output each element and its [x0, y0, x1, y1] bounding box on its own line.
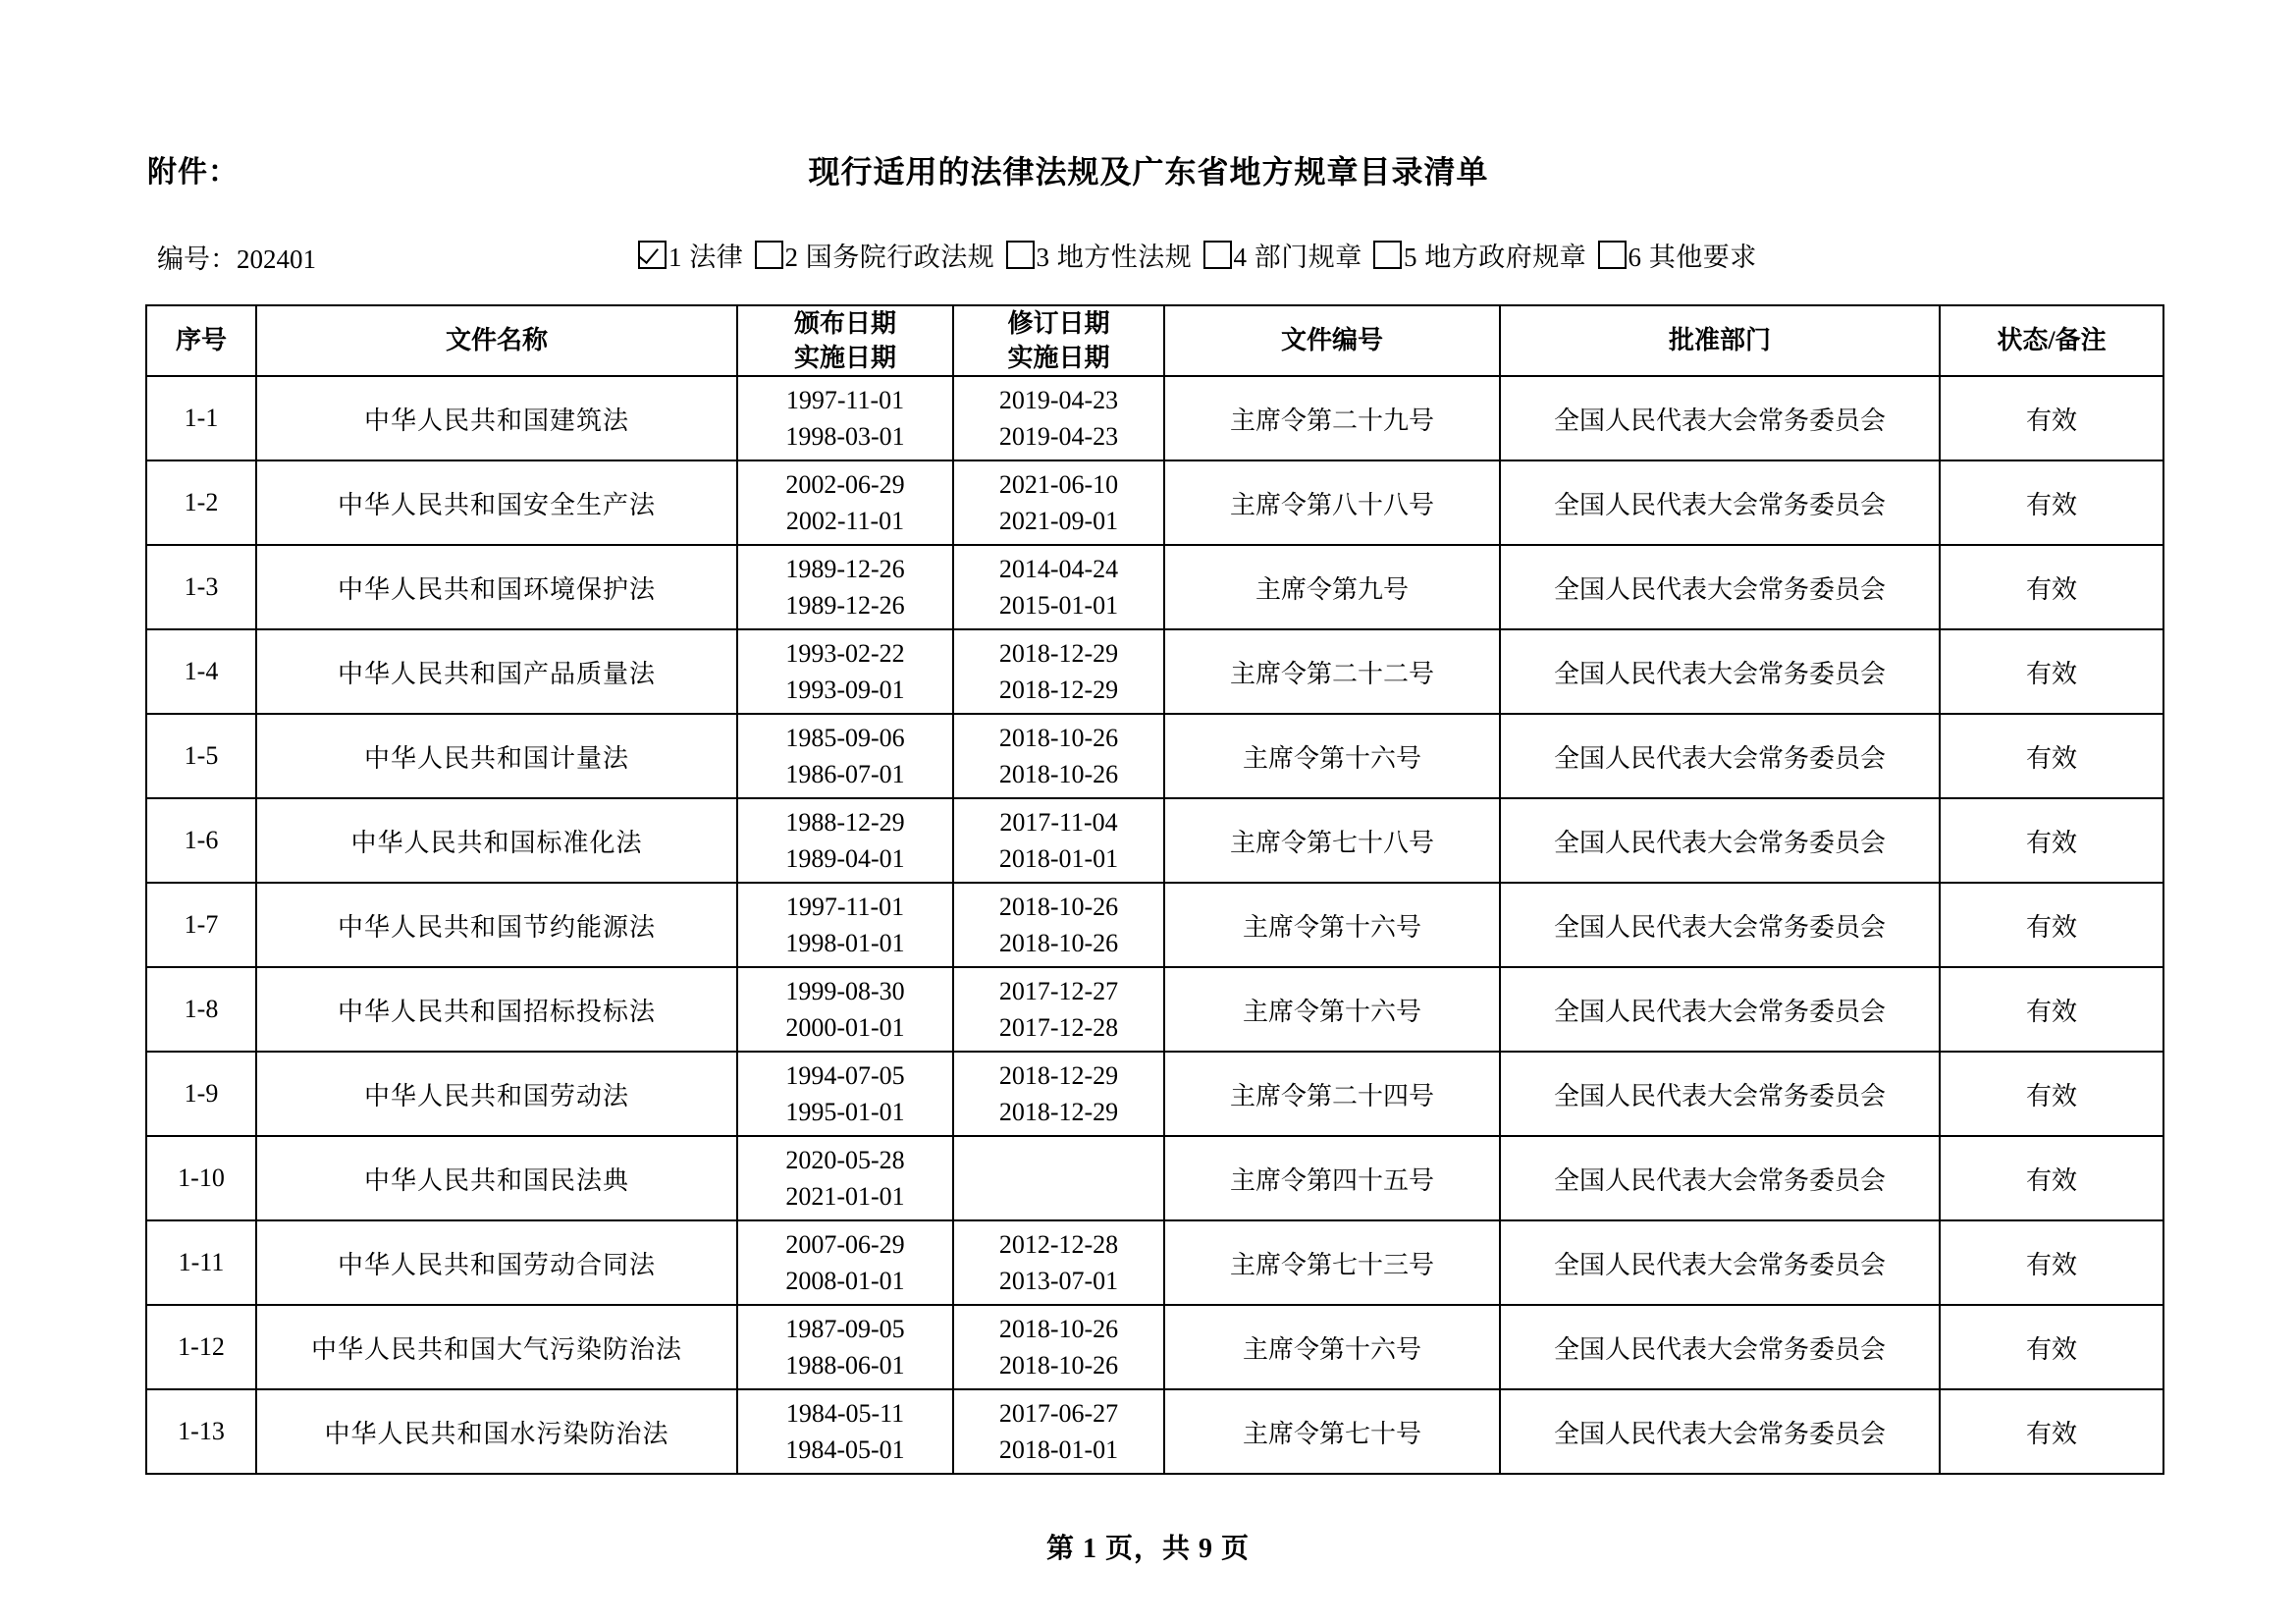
publish-date: 1989-12-26 — [785, 554, 905, 583]
publish-date: 1984-05-11 — [785, 1398, 905, 1428]
revise-date: 2012-12-28 — [998, 1229, 1119, 1259]
effective-date: 1989-12-26 — [785, 591, 905, 621]
table-header-row — [146, 305, 2163, 376]
publish-date: 2020-05-28 — [785, 1145, 905, 1174]
effective-date: 1993-09-01 — [785, 676, 905, 705]
cell-revise-dates — [953, 1389, 1164, 1474]
column-header-seq: 序号 — [146, 305, 256, 376]
column-header-revise-line2: 实施日期 — [1007, 344, 1110, 373]
revise-effective-date: 2015-01-01 — [998, 591, 1119, 621]
effective-date: 1995-01-01 — [785, 1098, 905, 1127]
cell-publish-dates — [737, 1220, 953, 1305]
cell-status: 有效 — [1940, 545, 2163, 629]
cell-status: 有效 — [1940, 883, 2163, 967]
cell-revise-dates — [953, 967, 1164, 1052]
column-header-dept: 批准部门 — [1500, 305, 1940, 376]
cell-document-number: 主席令第十六号 — [1164, 714, 1500, 798]
cell-document-name: 中华人民共和国招标投标法 — [256, 967, 737, 1052]
cell-status: 有效 — [1940, 714, 2163, 798]
revise-date: 2014-04-24 — [998, 554, 1119, 583]
cell-status: 有效 — [1940, 1305, 2163, 1389]
column-header-revise — [953, 305, 1164, 376]
cell-document-number: 主席令第七十号 — [1164, 1389, 1500, 1474]
cell-publish-dates — [737, 967, 953, 1052]
cell-seq: 1-3 — [146, 545, 256, 629]
checkbox-icon[interactable] — [755, 241, 783, 269]
cell-revise-dates — [953, 1305, 1164, 1389]
category-label-1: 1 法律 — [668, 243, 744, 272]
cell-publish-dates — [737, 460, 953, 545]
revise-effective-date: 2013-07-01 — [998, 1267, 1119, 1296]
cell-document-name: 中华人民共和国节约能源法 — [256, 883, 737, 967]
publish-date: 1985-09-06 — [785, 723, 905, 752]
revise-effective-date: 2018-12-29 — [998, 1098, 1119, 1127]
effective-date: 2000-01-01 — [785, 1013, 905, 1043]
cell-publish-dates — [737, 714, 953, 798]
cell-seq: 1-2 — [146, 460, 256, 545]
cell-seq: 1-5 — [146, 714, 256, 798]
cell-status: 有效 — [1940, 1136, 2163, 1220]
cell-seq: 1-9 — [146, 1052, 256, 1136]
revise-effective-date: 2018-01-01 — [998, 1435, 1119, 1465]
publish-date: 1997-11-01 — [785, 385, 905, 414]
category-option-4[interactable] — [1203, 236, 1362, 274]
cell-approval-department: 全国人民代表大会常务委员会 — [1500, 376, 1940, 460]
effective-date: 1986-07-01 — [785, 760, 905, 789]
cell-seq: 1-6 — [146, 798, 256, 883]
cell-seq: 1-11 — [146, 1220, 256, 1305]
effective-date: 2002-11-01 — [785, 507, 905, 536]
table-row — [146, 545, 2163, 629]
document-subheader — [147, 236, 2150, 285]
cell-document-number: 主席令第十六号 — [1164, 1305, 1500, 1389]
table-row — [146, 1052, 2163, 1136]
cell-revise-dates — [953, 545, 1164, 629]
page-title: 现行适用的法律法规及广东省地方规章目录清单 — [808, 154, 1489, 189]
cell-revise-dates — [953, 1052, 1164, 1136]
table-row — [146, 1305, 2163, 1389]
category-label-5: 5 地方政府规章 — [1404, 243, 1587, 272]
cell-document-name: 中华人民共和国产品质量法 — [256, 629, 737, 714]
column-header-revise-line1: 修订日期 — [1007, 309, 1110, 338]
document-header — [147, 147, 2150, 206]
cell-publish-dates — [737, 1136, 953, 1220]
cell-seq: 1-8 — [146, 967, 256, 1052]
category-label-2: 2 国务院行政法规 — [784, 243, 995, 272]
cell-document-name: 中华人民共和国民法典 — [256, 1136, 737, 1220]
revise-date: 2017-12-27 — [998, 976, 1119, 1005]
table-row — [146, 1220, 2163, 1305]
table-row — [146, 714, 2163, 798]
cell-document-name: 中华人民共和国劳动合同法 — [256, 1220, 737, 1305]
cell-status: 有效 — [1940, 460, 2163, 545]
cell-publish-dates — [737, 376, 953, 460]
checkbox-icon[interactable] — [1373, 241, 1402, 269]
cell-approval-department: 全国人民代表大会常务委员会 — [1500, 714, 1940, 798]
cell-publish-dates — [737, 1389, 953, 1474]
table-row — [146, 460, 2163, 545]
cell-document-number: 主席令第十六号 — [1164, 967, 1500, 1052]
table-row — [146, 1136, 2163, 1220]
revise-effective-date: 2018-01-01 — [998, 844, 1119, 874]
cell-status: 有效 — [1940, 798, 2163, 883]
cell-document-number: 主席令第九号 — [1164, 545, 1500, 629]
revise-date: 2017-06-27 — [998, 1398, 1119, 1428]
checkbox-icon-checked[interactable] — [638, 241, 667, 269]
publish-date: 2007-06-29 — [785, 1229, 905, 1259]
table-row — [146, 883, 2163, 967]
cell-revise-dates — [953, 460, 1164, 545]
cell-document-name: 中华人民共和国大气污染防治法 — [256, 1305, 737, 1389]
cell-document-number: 主席令第七十八号 — [1164, 798, 1500, 883]
cell-approval-department: 全国人民代表大会常务委员会 — [1500, 629, 1940, 714]
cell-revise-dates — [953, 1136, 1164, 1220]
cell-seq: 1-10 — [146, 1136, 256, 1220]
publish-date: 2002-06-29 — [785, 469, 905, 499]
column-header-name: 文件名称 — [256, 305, 737, 376]
cell-revise-dates — [953, 798, 1164, 883]
cell-status: 有效 — [1940, 629, 2163, 714]
cell-approval-department: 全国人民代表大会常务委员会 — [1500, 1220, 1940, 1305]
cell-publish-dates — [737, 798, 953, 883]
cell-document-number: 主席令第二十九号 — [1164, 376, 1500, 460]
cell-approval-department: 全国人民代表大会常务委员会 — [1500, 1389, 1940, 1474]
cell-status: 有效 — [1940, 1052, 2163, 1136]
category-option-6[interactable] — [1598, 236, 1757, 274]
column-header-docno: 文件编号 — [1164, 305, 1500, 376]
cell-approval-department: 全国人民代表大会常务委员会 — [1500, 1305, 1940, 1389]
category-option-2[interactable] — [755, 236, 995, 274]
cell-document-number: 主席令第七十三号 — [1164, 1220, 1500, 1305]
effective-date: 2008-01-01 — [785, 1267, 905, 1296]
catalog-table — [145, 304, 2164, 1475]
cell-publish-dates — [737, 629, 953, 714]
cell-status: 有效 — [1940, 1389, 2163, 1474]
cell-document-number: 主席令第八十八号 — [1164, 460, 1500, 545]
column-header-publish-line2: 实施日期 — [793, 344, 896, 373]
cell-publish-dates — [737, 1052, 953, 1136]
publish-date: 1993-02-22 — [785, 638, 905, 668]
revise-effective-date: 2018-10-26 — [998, 760, 1119, 789]
cell-status: 有效 — [1940, 376, 2163, 460]
cell-document-number: 主席令第十六号 — [1164, 883, 1500, 967]
revise-effective-date: 2018-10-26 — [998, 929, 1119, 958]
cell-document-name: 中华人民共和国安全生产法 — [256, 460, 737, 545]
cell-seq: 1-7 — [146, 883, 256, 967]
page-footer: 第 1 页，共 9 页 — [1045, 1534, 1250, 1564]
effective-date: 1988-06-01 — [785, 1351, 905, 1380]
cell-document-name: 中华人民共和国标准化法 — [256, 798, 737, 883]
category-label-4: 4 部门规章 — [1233, 243, 1362, 272]
cell-revise-dates — [953, 629, 1164, 714]
category-checkbox-group — [638, 236, 1761, 274]
cell-revise-dates — [953, 714, 1164, 798]
cell-document-number: 主席令第四十五号 — [1164, 1136, 1500, 1220]
cell-seq: 1-12 — [146, 1305, 256, 1389]
cell-revise-dates — [953, 376, 1164, 460]
attachment-label: 附件： — [147, 156, 239, 189]
cell-document-number: 主席令第二十四号 — [1164, 1052, 1500, 1136]
cell-approval-department: 全国人民代表大会常务委员会 — [1500, 1052, 1940, 1136]
cell-seq: 1-4 — [146, 629, 256, 714]
cell-document-name: 中华人民共和国计量法 — [256, 714, 737, 798]
table-row — [146, 376, 2163, 460]
revise-date: 2018-10-26 — [998, 892, 1119, 921]
revise-date: 2018-10-26 — [998, 1314, 1119, 1343]
cell-publish-dates — [737, 1305, 953, 1389]
table-row — [146, 967, 2163, 1052]
revise-effective-date: 2018-10-26 — [998, 1351, 1119, 1380]
publish-date: 1988-12-29 — [785, 807, 905, 837]
column-header-status: 状态/备注 — [1940, 305, 2163, 376]
cell-revise-dates — [953, 883, 1164, 967]
document-number: 编号：202401 — [157, 244, 316, 274]
table-row — [146, 1389, 2163, 1474]
publish-date: 1997-11-01 — [785, 892, 905, 921]
cell-revise-dates — [953, 1220, 1164, 1305]
cell-seq: 1-13 — [146, 1389, 256, 1474]
cell-publish-dates — [737, 545, 953, 629]
checkbox-icon[interactable] — [1598, 241, 1627, 269]
cell-approval-department: 全国人民代表大会常务委员会 — [1500, 1136, 1940, 1220]
revise-effective-date: 2019-04-23 — [998, 422, 1119, 452]
publish-date: 1994-07-05 — [785, 1060, 905, 1090]
cell-document-name: 中华人民共和国水污染防治法 — [256, 1389, 737, 1474]
category-label-3: 3 地方性法规 — [1036, 243, 1193, 272]
effective-date: 2021-01-01 — [785, 1182, 905, 1212]
checkbox-icon[interactable] — [1203, 241, 1232, 269]
publish-date: 1987-09-05 — [785, 1314, 905, 1343]
cell-document-name: 中华人民共和国劳动法 — [256, 1052, 737, 1136]
revise-date: 2018-10-26 — [998, 723, 1119, 752]
category-option-5[interactable] — [1373, 236, 1586, 274]
revise-date: 2017-11-04 — [999, 807, 1118, 837]
revise-effective-date: 2017-12-28 — [998, 1013, 1119, 1043]
revise-date: 2018-12-29 — [998, 1060, 1119, 1090]
cell-publish-dates — [737, 883, 953, 967]
cell-status: 有效 — [1940, 967, 2163, 1052]
table-row — [146, 629, 2163, 714]
revise-date: 2021-06-10 — [998, 469, 1119, 499]
column-header-publish-line1: 颁布日期 — [793, 309, 896, 338]
category-option-3[interactable] — [1006, 236, 1193, 274]
cell-seq: 1-1 — [146, 376, 256, 460]
revise-date: 2019-04-23 — [998, 385, 1119, 414]
revise-effective-date: 2021-09-01 — [998, 507, 1119, 536]
cell-approval-department: 全国人民代表大会常务委员会 — [1500, 460, 1940, 545]
effective-date: 1998-03-01 — [785, 422, 905, 452]
effective-date: 1989-04-01 — [785, 844, 905, 874]
checkbox-icon[interactable] — [1006, 241, 1035, 269]
effective-date: 1984-05-01 — [785, 1435, 905, 1465]
effective-date: 1998-01-01 — [785, 929, 905, 958]
cell-status: 有效 — [1940, 1220, 2163, 1305]
cell-approval-department: 全国人民代表大会常务委员会 — [1500, 883, 1940, 967]
cell-document-number: 主席令第二十二号 — [1164, 629, 1500, 714]
category-label-6: 6 其他要求 — [1628, 243, 1757, 272]
cell-approval-department: 全国人民代表大会常务委员会 — [1500, 967, 1940, 1052]
table-row — [146, 798, 2163, 883]
publish-date: 1999-08-30 — [785, 976, 905, 1005]
column-header-publish — [737, 305, 953, 376]
cell-approval-department: 全国人民代表大会常务委员会 — [1500, 798, 1940, 883]
cell-document-name: 中华人民共和国环境保护法 — [256, 545, 737, 629]
revise-date: 2018-12-29 — [998, 638, 1119, 668]
cell-document-name: 中华人民共和国建筑法 — [256, 376, 737, 460]
category-option-1[interactable] — [638, 236, 743, 274]
cell-approval-department: 全国人民代表大会常务委员会 — [1500, 545, 1940, 629]
revise-effective-date: 2018-12-29 — [998, 676, 1119, 705]
